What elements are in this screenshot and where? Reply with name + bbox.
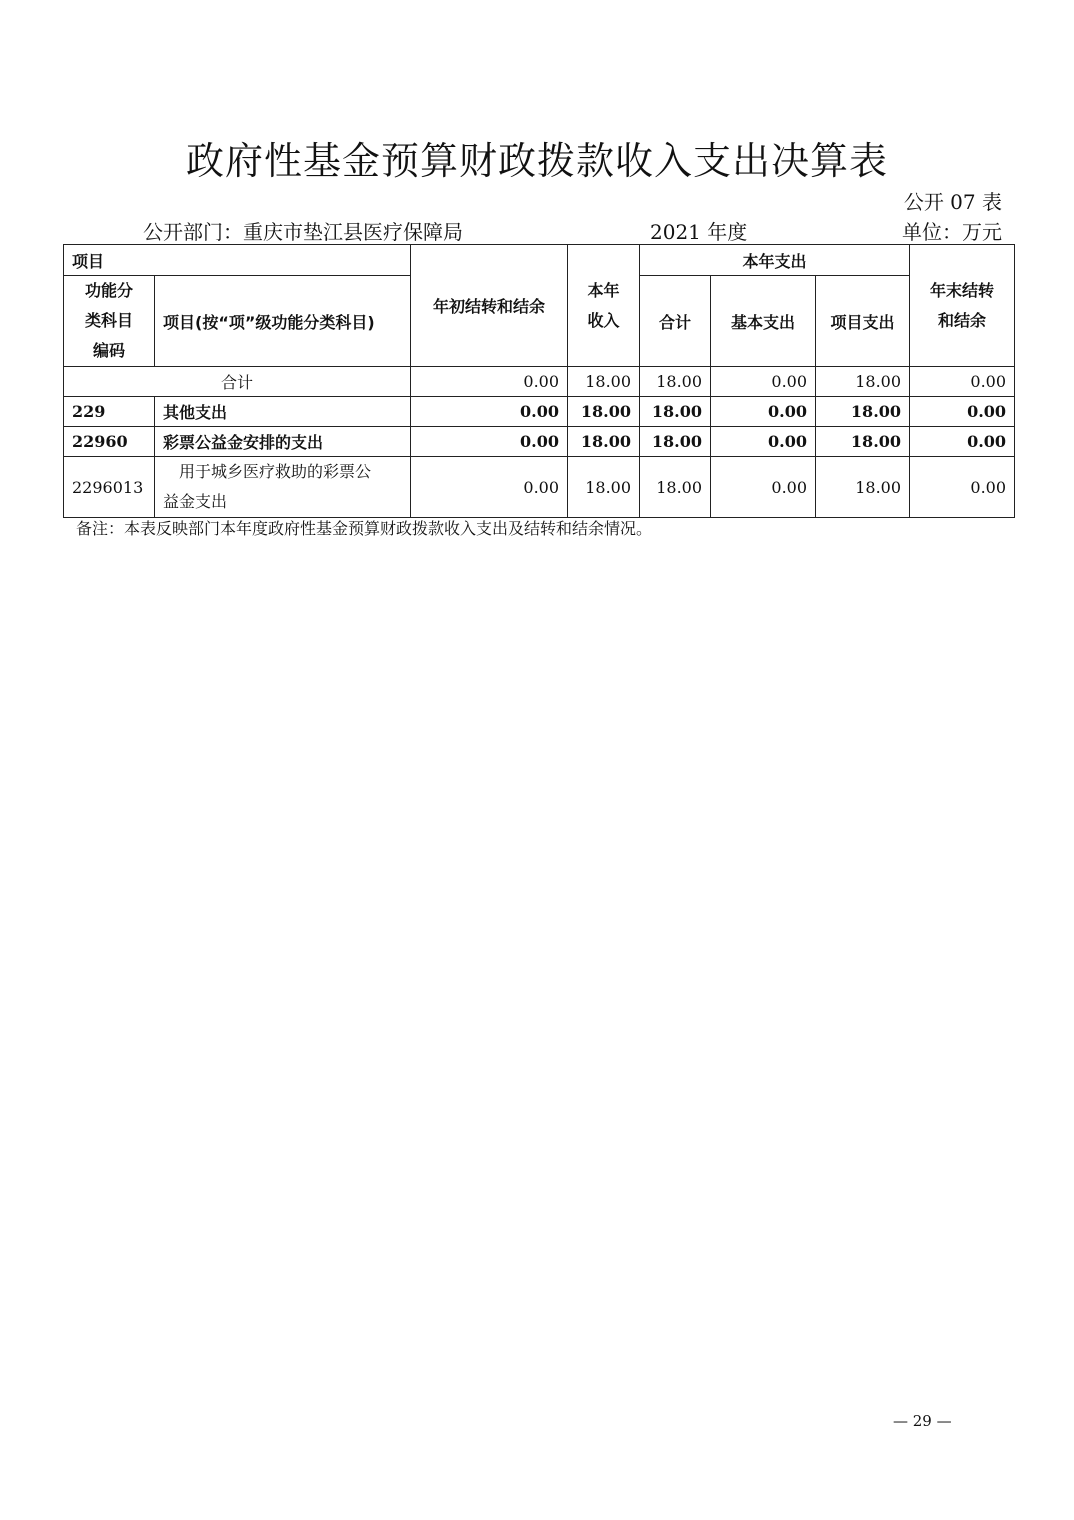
header-income	[568, 245, 640, 367]
row-name	[155, 457, 411, 518]
header-income-line1: 本年	[587, 280, 620, 300]
table-row	[64, 427, 1015, 457]
header-name: 项目(按“项”级功能分类科目)	[155, 276, 411, 367]
row-name-line1: 用于城乡医疗救助的彩票公	[179, 462, 372, 481]
header-ending-line1: 年末结转	[930, 280, 995, 300]
row-basic: 0.00	[711, 397, 816, 427]
table-note: 备注：本表反映部门本年度政府性基金预算财政拨款收入支出及结转和结余情况。	[76, 519, 653, 538]
total-row	[64, 367, 1015, 397]
header-row-1	[64, 245, 1015, 276]
row-income: 18.00	[568, 397, 640, 427]
department-label: 公开部门：重庆市垫江县医疗保障局	[143, 220, 463, 244]
row-ending: 0.00	[910, 427, 1015, 457]
row-income: 18.00	[568, 427, 640, 457]
table-number: 公开 07 表	[903, 190, 1002, 214]
meta-row	[0, 216, 1074, 244]
header-opening: 年初结转和结余	[411, 245, 568, 367]
row-opening: 0.00	[411, 457, 568, 518]
header-code-line1: 功能分	[84, 281, 133, 300]
row-ending: 0.00	[910, 397, 1015, 427]
row-name-line2: 益金支出	[163, 492, 228, 511]
row-code: 22960	[64, 427, 155, 457]
header-code	[64, 276, 155, 367]
total-basic: 0.00	[711, 367, 816, 397]
header-project: 项目支出	[816, 276, 910, 367]
header-total: 合计	[640, 276, 711, 367]
row-total: 18.00	[640, 397, 711, 427]
total-income: 18.00	[568, 367, 640, 397]
header-income-line2: 收入	[587, 310, 620, 330]
header-basic: 基本支出	[711, 276, 816, 367]
total-project: 18.00	[816, 367, 910, 397]
row-income: 18.00	[568, 457, 640, 518]
total-label: 合计	[64, 367, 411, 397]
page-number: — 29 —	[893, 1412, 952, 1430]
budget-table	[63, 244, 1015, 518]
total-ending: 0.00	[910, 367, 1015, 397]
row-basic: 0.00	[711, 427, 816, 457]
row-project: 18.00	[816, 457, 910, 518]
row-name: 彩票公益金安排的支出	[155, 427, 411, 457]
header-ending	[910, 245, 1015, 367]
row-total: 18.00	[640, 457, 711, 518]
header-ending-line2: 和结余	[938, 310, 987, 330]
total-total: 18.00	[640, 367, 711, 397]
header-expenditure: 本年支出	[640, 245, 910, 276]
row-opening: 0.00	[411, 397, 568, 427]
row-ending: 0.00	[910, 457, 1015, 518]
total-opening: 0.00	[411, 367, 568, 397]
row-total: 18.00	[640, 427, 711, 457]
row-project: 18.00	[816, 397, 910, 427]
row-opening: 0.00	[411, 427, 568, 457]
header-item: 项目	[64, 245, 411, 276]
table-row	[64, 457, 1015, 518]
unit-label: 单位：万元	[902, 220, 1002, 244]
row-name: 其他支出	[155, 397, 411, 427]
row-basic: 0.00	[711, 457, 816, 518]
year-label: 2021 年度	[650, 220, 748, 244]
row-code: 2296013	[64, 457, 155, 518]
header-code-line3: 编码	[92, 341, 125, 360]
table-row	[64, 397, 1015, 427]
page-title: 政府性基金预算财政拨款收入支出决算表	[185, 139, 888, 183]
row-code: 229	[64, 397, 155, 427]
header-code-line2: 类科目	[84, 311, 133, 330]
row-project: 18.00	[816, 427, 910, 457]
